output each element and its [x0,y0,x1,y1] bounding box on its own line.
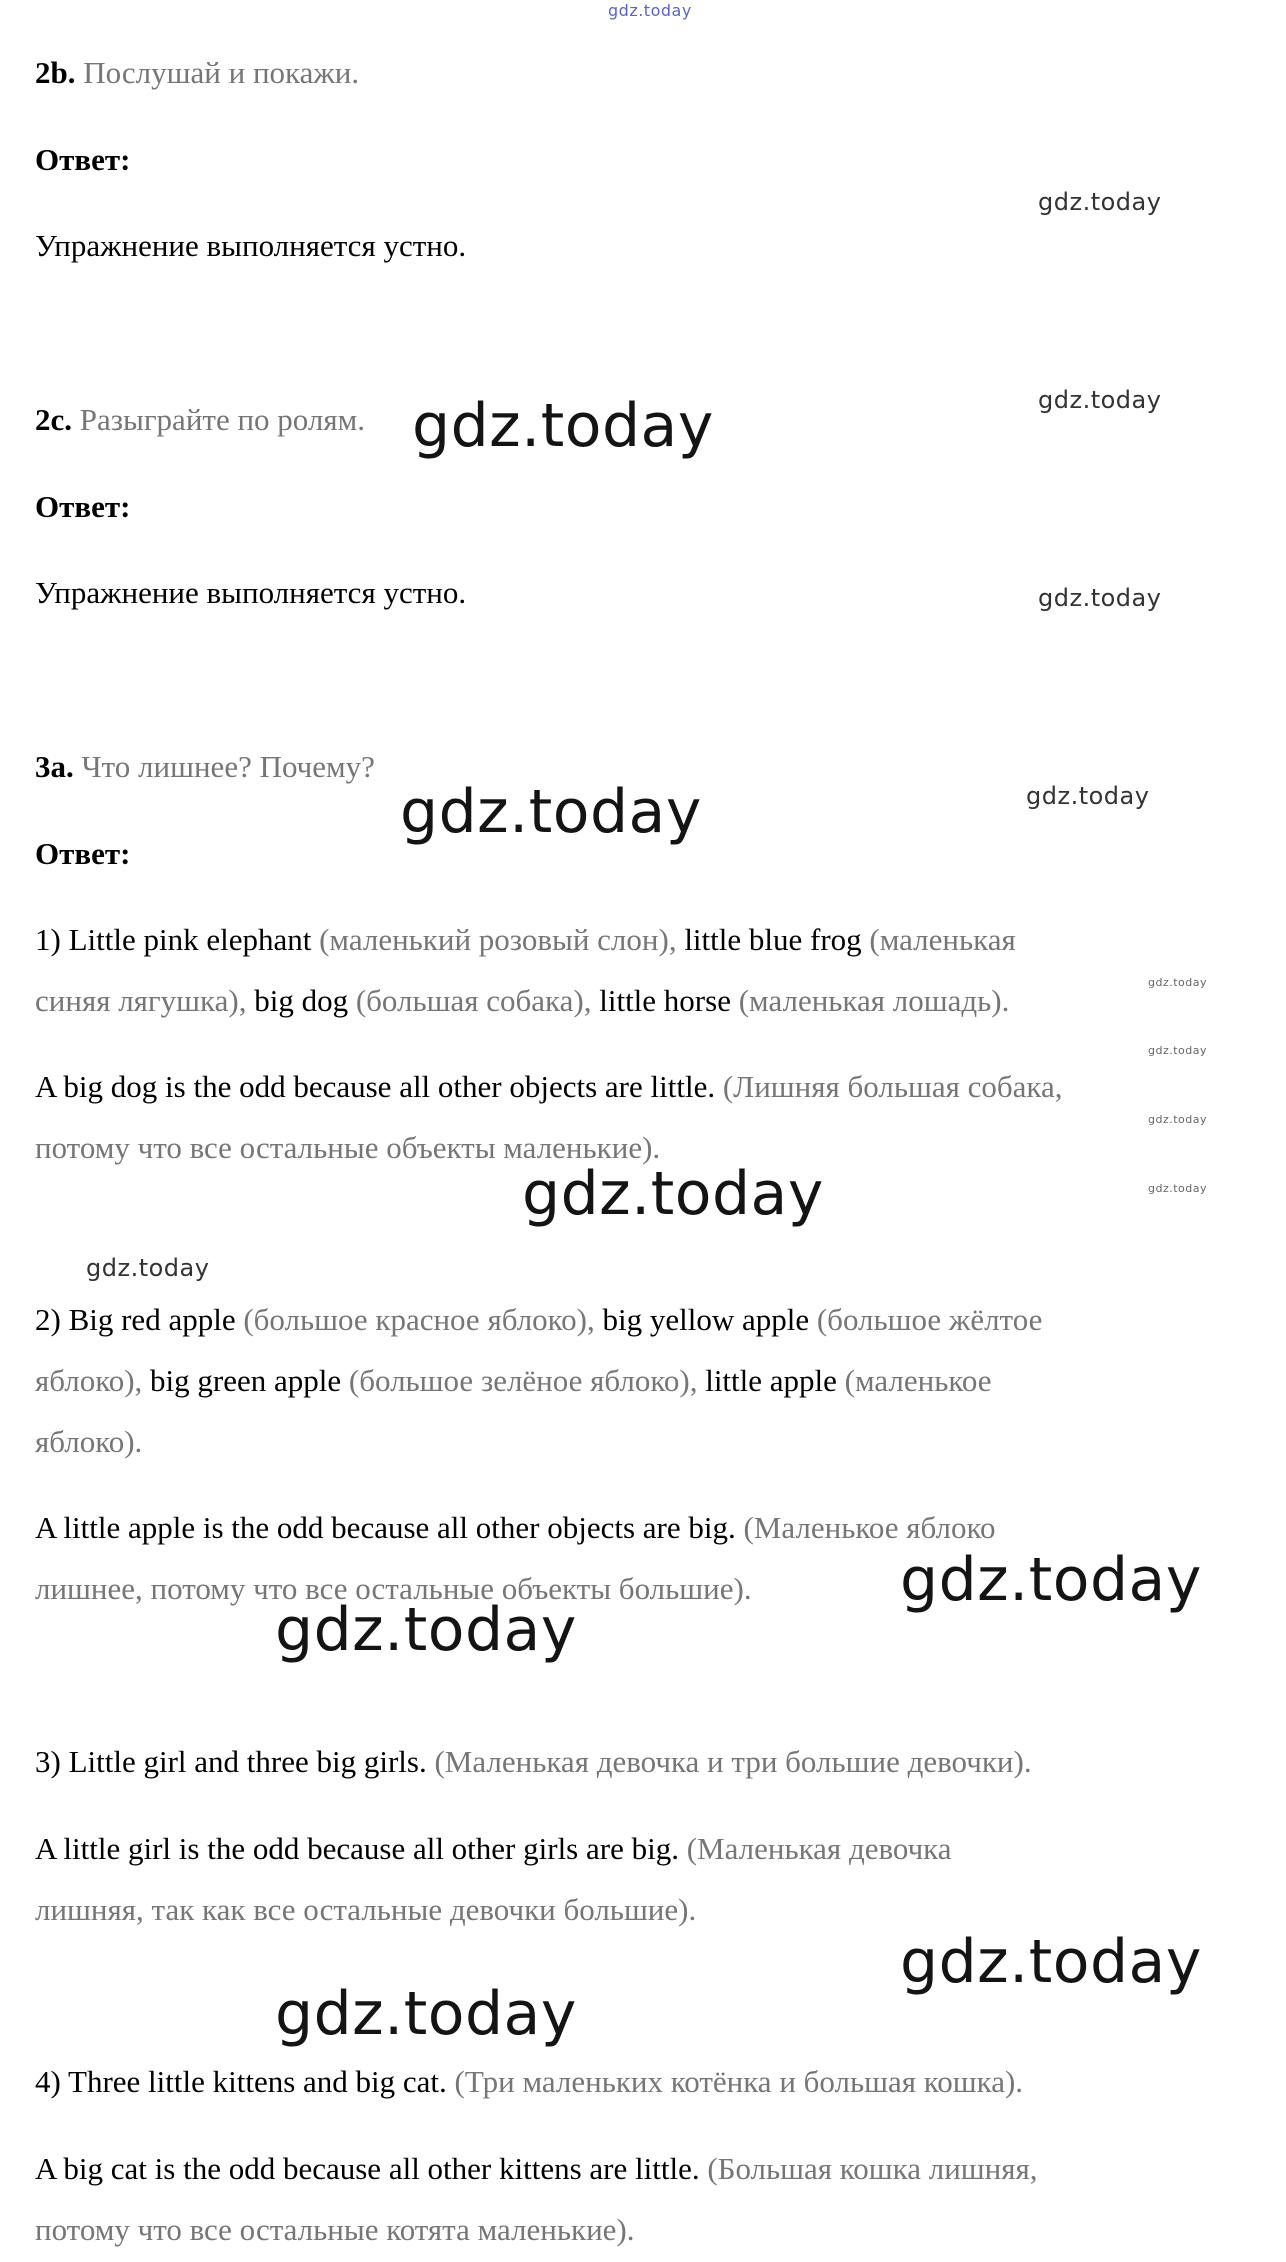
answer-text: Упражнение выполняется устно. [35,228,467,263]
task-2b [35,55,359,91]
item-1-line-1 [35,922,1016,958]
watermark: gdz.today [275,1979,577,2049]
task-number: 2b. [35,55,76,90]
answer-label: Ответ: [35,142,131,177]
item-4-explanation-line-2: потому что все остальные котята маленькие). [35,2212,635,2247]
english-text: A big dog is the odd because all other objects are little. [35,1069,716,1104]
item-1-explanation-line-2: потому что все остальные объекты маленькие). [35,1130,661,1165]
translation-text: (большое жёлтое [816,1302,1043,1337]
answer-label: Ответ: [35,836,131,871]
english-text: big green apple [150,1363,342,1398]
translation-text: (большое красное яблоко), [243,1302,595,1337]
english-text: A big cat is the odd because all other kittens are little. [35,2151,700,2186]
translation-text: (Маленькая девочка [686,1831,952,1866]
translation-text: (Три маленьких котёнка и большая кошка). [454,2064,1024,2099]
watermark: gdz.today [1038,386,1162,414]
english-text: little blue frog [684,922,862,957]
task-text: Что лишнее? Почему? [81,749,375,784]
task-text: Послушай и покажи. [83,55,360,90]
english-text: 3) Little girl and three big girls. [35,1744,427,1779]
english-text: 1) Little pink elephant [35,922,312,957]
item-2-line-1 [35,1302,1042,1338]
item-1-explanation-line-1 [35,1069,1063,1105]
item-2-line-3: яблоко). [35,1424,143,1459]
translation-text: (большая собака), [355,983,592,1018]
translation-text: (Маленькая девочка и три большие девочки). [434,1744,1032,1779]
task-3a [35,749,375,785]
item-1-line-2 [35,983,1009,1019]
answer-text: Упражнение выполняется устно. [35,575,467,610]
english-text: little apple [705,1363,837,1398]
watermark: gdz.today [1148,976,1208,989]
english-text: big dog [254,983,349,1018]
watermark: gdz.today [275,1595,577,1665]
watermark: gdz.today [412,391,714,461]
task-number: 2c. [35,402,73,437]
translation-text: (маленькая [869,922,1016,957]
translation-text: синяя лягушка), [35,983,247,1018]
watermark: gdz.today [1148,1182,1208,1195]
translation-text: (маленькое [844,1363,992,1398]
english-text: little horse [599,983,731,1018]
english-text: A little girl is the odd because all other girls are big. [35,1831,679,1866]
watermark: gdz.today [1026,782,1150,810]
translation-text: (Лишняя большая собака, [722,1069,1063,1104]
translation-text: (Маленькое яблоко [743,1510,996,1545]
item-2-line-2 [35,1363,992,1399]
watermark: gdz.today [900,1545,1202,1615]
translation-text: яблоко), [35,1363,143,1398]
translation-text: (маленькая лошадь). [738,983,1010,1018]
translation-text: (большое зелёное яблоко), [348,1363,698,1398]
item-3-explanation-line-1 [35,1831,952,1867]
english-text: big yellow apple [602,1302,810,1337]
task-text: Разыграйте по ролям. [79,402,365,437]
item-4-line-1 [35,2064,1023,2100]
item-4-explanation-line-1 [35,2151,1038,2187]
watermark: gdz.today [1148,1044,1208,1057]
task-number: 3a. [35,749,74,784]
translation-text: (маленький розовый слон), [319,922,677,957]
watermark: gdz.today [400,777,702,847]
english-text: 2) Big red apple [35,1302,236,1337]
watermark: gdz.today [1038,584,1162,612]
item-3-line-1 [35,1744,1032,1780]
watermark: gdz.today [86,1254,210,1282]
english-text: A little apple is the odd because all other objects are big. [35,1510,736,1545]
english-text: 4) Three little kittens and big cat. [35,2064,447,2099]
answer-label: Ответ: [35,489,131,524]
watermark: gdz.today [1038,188,1162,216]
item-3-explanation-line-2: лишняя, так как все остальные девочки большие). [35,1892,697,1927]
task-2c [35,402,365,438]
translation-text: (Большая кошка лишняя, [707,2151,1038,2186]
watermark-top: gdz.today [608,1,692,20]
watermark: gdz.today [522,1159,824,1229]
watermark: gdz.today [1148,1113,1208,1126]
item-2-explanation-line-1 [35,1510,995,1546]
item-2-explanation-line-2: лишнее, потому что все остальные объекты большие). [35,1571,752,1606]
watermark: gdz.today [900,1927,1202,1997]
